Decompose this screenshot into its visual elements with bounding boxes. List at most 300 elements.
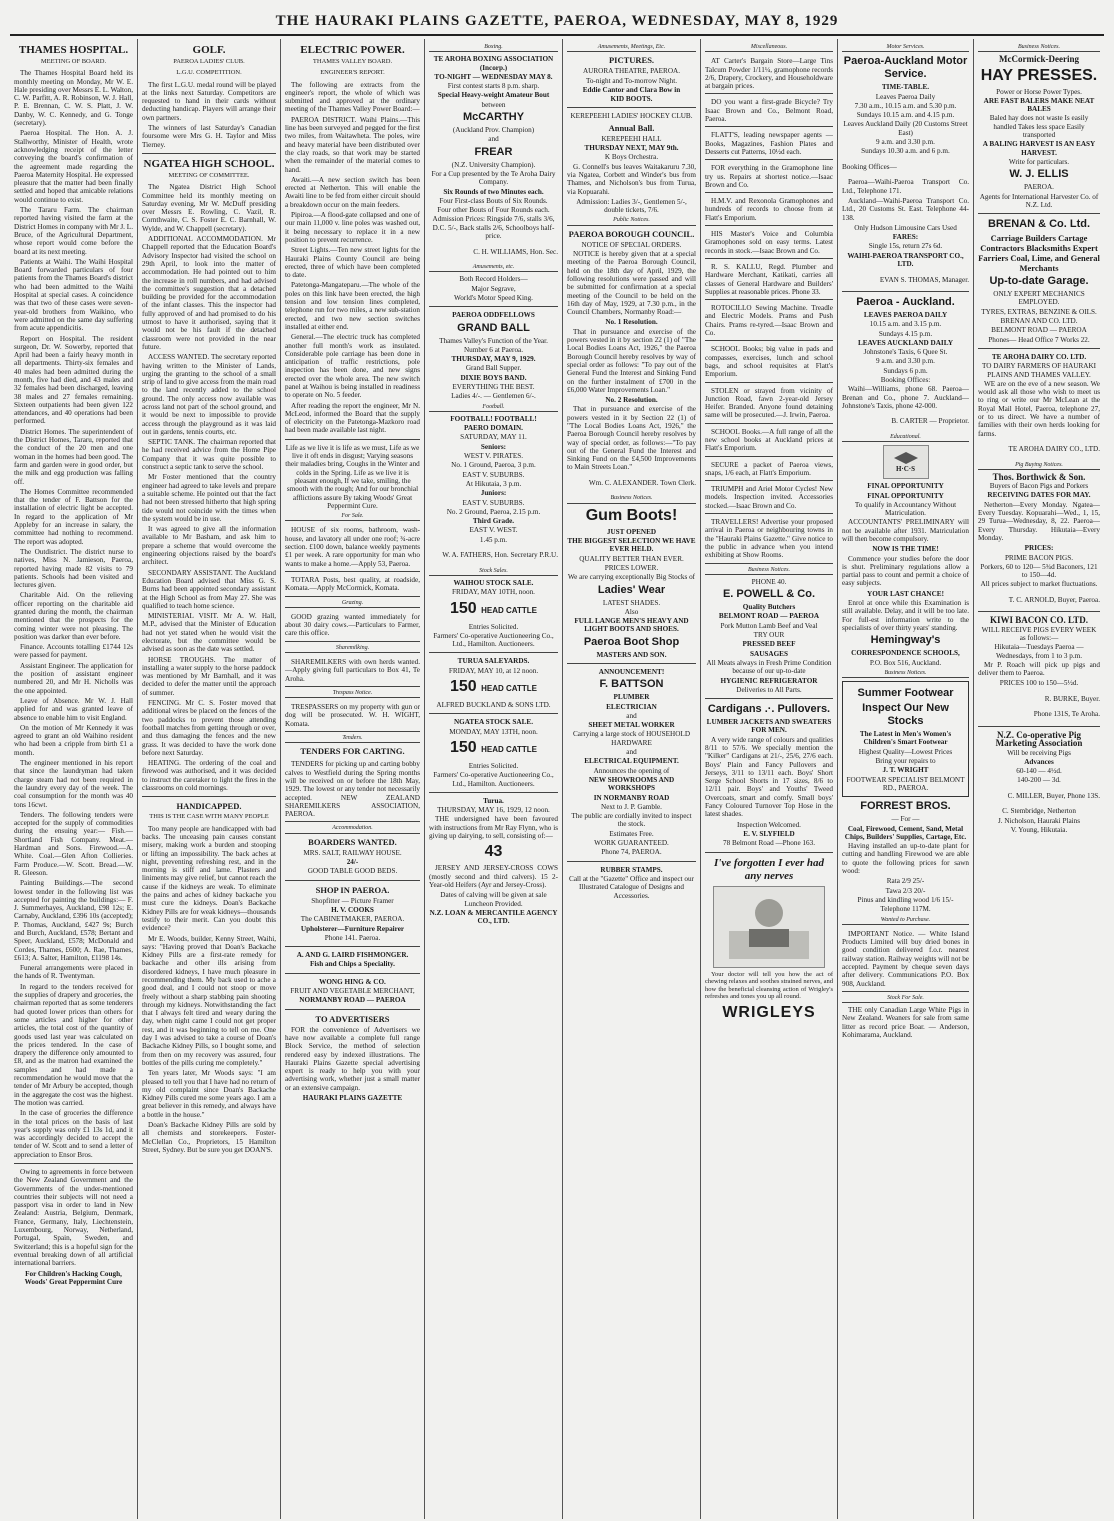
ball-supper: Grand Ball Supper. (465, 364, 522, 373)
boxing-cup: For a Cup presented by the Te Aroha Dairy Company. (431, 169, 556, 187)
classified-ad-trespass: TRESPASSERS on my property with gun or dog will be prosecuted. W. H. WIGHT, Komata. (285, 701, 420, 732)
masthead: THE HAURAKI PLAINS GAZETTE, PAEROA, WEDNESDAY, MAY 8, 1929 (10, 8, 1104, 36)
agent: C. Stembridge, Netherton (1002, 807, 1076, 816)
everything-best: EVERYTHING THE BEST. (452, 382, 535, 391)
columns (10, 39, 1104, 1519)
advance-rate: 60-140 — 4½d. (1016, 767, 1062, 776)
boxer-frear: FREAR (474, 145, 513, 158)
ball-date: THURSDAY NEXT, MAY 9th. (584, 144, 679, 153)
battson-name: F. BATTSON (599, 678, 664, 691)
baled-hay: Baled hay does not waste Is easily handled Takes less space Easily transported (989, 114, 1089, 140)
divider (142, 796, 276, 797)
pinus-price: Pinus and kindling wood 1/6 15/- (857, 895, 954, 904)
electric-power-subtitle: THAMES VALLEY BOARD. (312, 58, 393, 65)
juniors-label: Juniors: (480, 489, 507, 498)
subject-fluctuation: All prices subject to market fluctuations. (980, 580, 1098, 589)
boxing-secretary: C. H. WILLIAMS, Hon. Sec. (473, 247, 558, 256)
column-5 (563, 39, 701, 1519)
fish-and-chips: Fish and Chips a Speciality. (310, 960, 395, 969)
masters-and-son: MASTERS AND SON. (596, 650, 667, 659)
football-date: SATURDAY, MAY 11. (460, 433, 527, 442)
number-six: Number 6 at Paeroa. (463, 345, 524, 354)
electrician: ELECTRICIAN (606, 702, 657, 711)
article-paragraph: Too many people are handicapped with bad backs. The unceasing pain causes constant misery, making work a burden and stooping or lifting an impossibility. The back aches at night, preventing refreshing rest, and in the morning is stiff and lame. Plasters and liniments may give relief, but cannot reach the cause if the kidneys are weak. To eliminate the pains and aches of kidney backache you must cure the kidneys. Doan's Backache Kidney Pills are for weak kidneys—thousands testify to their merit. Can you doubt this evidence? (142, 824, 276, 933)
auckland-daily-sunday: Sundays 6 p.m. (883, 366, 928, 375)
arnold-buyer: T. C. ARNOLD, Buyer, Paeroa. (1008, 595, 1100, 604)
article-paragraph: SECONDARY ASSISTANT. The Auckland Education Board advised that Miss G. S. Burns had been appointed secondary assistant at the High School as from May 27. She was qualified to teach home science. (142, 568, 276, 610)
tenders-title: TENDERS FOR CARTING. (300, 746, 405, 757)
article-paragraph: PAEROA DISTRICT. Waihi Plains.—This line has been surveyed and pegged for the first two miles, from Waitawheta. The poles, wire and heavy material have been distributed over the clay roads, so that work may be started when the remainder of the material comes to hand. (285, 115, 420, 174)
mccormick-deering: McCormick-Deering (999, 54, 1079, 65)
hudson-cars: Only Hudson Limousine Cars Used (854, 223, 957, 232)
fixture: WEST V. PIRATES. (463, 452, 524, 461)
article-paragraph: The Ngatea District High School Committee held its monthly meeting on Saturday evening, Mr W. McDuff presiding over Messrs E. Rowling, C. Vazil, R. Cornthwaite, C. S. Foster E. C. Barnhall, W. Wylde, and W. Chappell (secretary). (142, 183, 276, 233)
boxing-four-more: Four other Bouts of Four Rounds each. (437, 206, 550, 215)
divider (978, 348, 1100, 349)
section-label-tenders: Tenders. (285, 734, 420, 743)
calving-dates: Dates of calving will be given at sale Luncheon Provided. (440, 891, 547, 908)
article-paragraph: General.—The electric truck has completed another full month's work as insulated. Considerable pole carriage has been done in anticipation of traffic restrictions, pole inspection has been done, and new signs erected over the whole area. The new switch panel at Waihou is being installed in readiness to operate on No. 5 feeder. (285, 333, 420, 400)
column-6 (701, 39, 838, 1519)
cooks-name: H. V. COOKS (331, 905, 374, 914)
wong-hing: WONG HING & CO. (319, 977, 386, 986)
final-opportunity: FINAL OPPORTUNITY (867, 491, 944, 500)
article-paragraph: After reading the report the engineer, Mr N. McLeod, informed the Board that the supply of electricity on the Patetonga-Mazkoro road had been made available last night. (285, 401, 420, 435)
tawa-price: Tawa 2/3 20/- (885, 886, 926, 895)
rata-price: Rata 2/9 25/- (886, 877, 925, 886)
hikutaia-days: Hikutaia—Tuesdays Paeroa — Wednesdays, from 1 to 3 p.m. (994, 643, 1084, 660)
brenan-phones: Phones— Head Office 7 Works 22. (988, 335, 1090, 344)
cattle-count-number: 150 (449, 738, 477, 756)
leaves-auckland: Leaves Auckland Daily (20 Customs Street East) (843, 120, 968, 137)
classified-ad: FLATT'S, leading newspaper agents — Books, Magazines, Fashion Plates and Desserts cut Patterns, 10½d each. (705, 129, 833, 160)
article-paragraph: MINISTERIAL VISIT. Mr A. W. Hall, M.P., advised that the Minister of Education had not yet stated when he would visit the electorate, but the committee would be advised as soon as the date was settled. (142, 612, 276, 654)
cattle-count-label: HEAD CATTLE (481, 605, 537, 615)
classified-ad: DO you want a first-grade Bicycle? Try Isaac Brown and Co., Belmont Road, Paeroa. (705, 96, 833, 127)
section-label-football: Football. (429, 403, 558, 412)
auctioneers: ALFRED BUCKLAND & SONS LTD. (436, 701, 551, 710)
section-label-amusements: Amusements, Meetings, Etc. (567, 43, 696, 52)
section-label-sharemilking: Sharemilking. (285, 644, 420, 653)
turua-saleyards: TURUA SALEYARDS. (457, 657, 530, 666)
thames-hospital-body (14, 69, 133, 1286)
cattle-count (429, 678, 558, 698)
commence-studies: Commence your studies before the door is shut. Preliminary regulations allow a partial pass to count and permit a choice of easy subjects. (842, 554, 969, 588)
section-label-for-sale: For Sale. (285, 512, 420, 521)
article-paragraph: The Homes Committee recommended that the tender of F. Battson for the installation of electric light be accepted. In regard to the application of Mr Appleby for an increase in salary, the committee had nothing to recommend. The report was adopted. (14, 487, 133, 546)
rubber-stamps: RUBBER STAMPS. (600, 865, 663, 874)
ball-date: THURSDAY, MAY 9, 1929. (451, 355, 536, 364)
summer-footwear-ad (842, 681, 969, 797)
meat-list: Pork Mutton Lamb Beef and Veal (720, 621, 818, 630)
function-of-year: Thames Valley's Function of the Year. (439, 336, 548, 345)
receiving-pigs: Will be receiving Pigs (1007, 748, 1071, 757)
boxing-prices: Admission Prices: Ringside 7/6, stalls 3/6, D.C. 5/-, Back stalls 2/6, Schoolboys half-price. (432, 215, 555, 241)
wright-name: J. T. WRIGHT (882, 766, 929, 775)
now-is-time: NOW IS THE TIME! (872, 545, 939, 554)
electric-power-title: ELECTRIC POWER. (300, 44, 405, 56)
cattle-count (429, 739, 558, 759)
boarders-heading: BOARDERS WANTED. (308, 836, 397, 847)
k-boys: K Boys Orchestra. (604, 153, 659, 162)
good-table: GOOD TABLE GOOD BEDS. (307, 867, 398, 876)
bring-repairs: Bring your repairs to (875, 757, 936, 766)
classified-ad: R. S. KALLU, Regd. Plumber and Hardware Merchant, Katikati, carries all classes of General Hardware and Builders' Supplies at reasonable prices. Phone 33. (705, 261, 833, 300)
borough-council: PAEROA BOROUGH COUNCIL. (568, 228, 695, 239)
receiving-dates: RECEIVING DATES FOR MAY. (987, 491, 1091, 500)
gazette-footer: HAURAKI PLAINS GAZETTE (302, 1093, 403, 1102)
correspondence-schools: CORRESPONDENCE SCHOOLS, (851, 649, 960, 658)
entries-solicited: Entries Solicited. (468, 761, 519, 770)
just-opened: JUST OPENED (606, 527, 657, 536)
article-paragraph: Ten years later, Mr Woods says: "I am pleased to tell you that I have had no return of my old complaint since Doan's Backache Kidney Pills cured me some years ago. I am a great believer in this remedy, and always have a bottle in the house." (142, 1069, 276, 1119)
agent: J. Nicholson, Hauraki Plains (997, 816, 1081, 825)
article-paragraph: FENCING. Mr C. S. Foster moved that additional wires be placed on the fences of the two paddocks to prevent those attending football matches from getting through or over, and thus damaging the fences and the new grass. It was decided to have the work done before next Saturday. (142, 699, 276, 757)
fares-prices: Single 15s, return 27s 6d. (868, 242, 943, 251)
classified-ad: TRIUMPH and Ariel Motor Cycles! New models. Inspection invited. Accessories stocked.—Isaac Brown and Co. (705, 483, 833, 514)
normanby-road: NORMANBY ROAD — PAEROA (299, 996, 406, 1005)
fixture: EAST V. WEST. (469, 526, 518, 535)
booking-list: Waihi—Williams, phone 68. Paeroa—Brenan and Co., phone 7. Auckland—Johnstone's Taxis, phone 42-000. (842, 385, 969, 410)
divider (285, 439, 420, 440)
article-paragraph: On the motion of Mr Kennedy it was agreed to grant an old Waihino resident who had been a cripple from birth £1 a month. (14, 723, 133, 757)
fast-balers: ARE FAST BALERS MAKE NEAT BALES (983, 96, 1095, 114)
kiwi-prices: PRICES 100 to 150—5½d. (999, 679, 1079, 688)
flynn-instructions: THE undersigned have been favoured with instructions from Mr Ray Flynn, who is giving up dairying, to sell, consisting of:— (429, 815, 558, 841)
next-to-gamble: Next to J. P. Gamble. (601, 802, 662, 811)
tenders-body: TENDERS for picking up and carting bobby calves to Westfield during the Spring months will be received on or before the 18th May, 1929. The lowest or any tender not necessarily accepted. NEW ZEALAND SHAREMILKERS ASSOCIATION, PAEROA. (285, 758, 420, 822)
auckland-sunday: Sundays 10.30 a.m. and 6 p.m. (861, 147, 950, 156)
advertisers-title: TO ADVERTISERS (315, 1013, 390, 1024)
inspect-stocks: Inspect Our New Stocks (862, 702, 949, 728)
slyfield-address: 78 Belmont Road —Phone 163. (722, 839, 816, 848)
resolution-heading: No. 1 Resolution. (605, 318, 658, 327)
section-label-public-notices: Public Notices. (567, 216, 696, 225)
last-chance: YOUR LAST CHANCE! (867, 589, 944, 598)
to-dairy-farmers: TO DAIRY FARMERS OF HAURAKI PLAINS AND THAMES VALLEY. (981, 362, 1097, 379)
also: Also (624, 607, 639, 616)
cattle-count-label: HEAD CATTLE (481, 744, 537, 754)
pictures-stars: Eddie Cantor and Clara Bow in (582, 85, 681, 94)
divider (285, 880, 420, 881)
divider (567, 663, 696, 664)
hemingway-box: P.O. Box 516, Auckland. (869, 658, 942, 667)
advance-rate: 140-200 — 3d. (1017, 776, 1061, 785)
household-hardware: Carrying a large stock of HOUSEHOLD HARDWARE (572, 730, 691, 747)
dairy-body: WE are on the eve of a new season. We would ask all those who wish to meet us to ring or write our Mr McLean at the Royal Mail Hotel, Paeroa, telephone 27, or to us direct. We have a number of families with their own herds looking for farms. (978, 379, 1100, 438)
bacon-buyers: Buyers of Bacon Pigs and Porkers (989, 482, 1089, 491)
article-paragraph: The winners of last Saturday's Canadian foursome were Mrs G. H. Taylor and Miss Tierney. (142, 124, 276, 149)
article-paragraph: The Thames Hospital Board held its monthly meeting on Monday, Mr W. E. Hale presiding over Messrs E. L. Walton, C. W. Parfitt, A. R. Robinson, W. J. Hall, P. E. Brennan, C. W. S. Platt, J. W. Danby, W. C. Kennedy, and G. Tonge (secretary). (14, 69, 133, 128)
column-3 (281, 39, 425, 1519)
estimates-free: Estimates Free. (609, 829, 654, 838)
transport-manager: EVAN S. THOMAS, Manager. (879, 275, 969, 284)
article-paragraph: Awaiti.—A new section switch has been erected at Netherton. This will enable the Awaiti line to be fed from either circuit should a breakdown occur on the main feeders. (285, 175, 420, 209)
classified-ad: FOR everything in the Gramophone line try us. Repairs at shortest notice.—Isaac Brown and Co. (705, 162, 833, 193)
ball-admission: Admission: Ladies 3/-, Gentlemen 5/-, double tickets, 7/6. (576, 197, 687, 215)
tyres: TYRES, EXTRAS, BENZINE & OILS. (981, 307, 1097, 316)
harvester-agents: Agents for International Harvester Co. of N.Z. Ltd. (979, 192, 1099, 209)
divider (429, 713, 558, 714)
wrigleys-headline: I've forgotten I ever had any nerves (714, 856, 824, 882)
boxing-and: and (488, 135, 499, 144)
lumber-jackets: LUMBER JACKETS AND SWEATERS FOR MEN. (706, 718, 832, 735)
article-paragraph: In the case of groceries the difference in the total prices on the basis of last year's supply was only £1 13s 1d, and it was accordingly decided to accept the tender of W. Scott and to send a letter of appreciation to Ensor Bros. (14, 1109, 133, 1159)
quality-better: QUALITY BETTER THAN EVER. (579, 554, 684, 563)
and-label: and (626, 748, 637, 757)
aurora-theatre: AURORA THEATRE, PAEROA. (582, 67, 681, 76)
article-paragraph: Finance. Accounts totalling £1744 12s were passed for payment. (14, 643, 133, 660)
advertisers-body: FOR the convenience of Advertisers we have now available a complete full range Block Service, the method of selection rendered easy by indexed illustrations. The Hauraki Plains Gazette special advertising expert is ready to help you with your advertising work, whether just a small matter or an extensive campaign. (285, 1025, 420, 1092)
brenan-name: BRENAN & Co. Ltd. (987, 218, 1091, 231)
boxer-frear-note: (N.Z. University Champion). (451, 160, 536, 169)
shopfitter: Shopfitter — Picture Framer (311, 896, 394, 905)
handicapped-subtitle: THIS IS THE CASE WITH MANY PEOPLE (149, 813, 269, 821)
classified-ad: STOLEN or strayed from vicinity of Junction Road, fawn 2-year-old Jersey Heifer. Branded. Anyone found detaining same will be prosecuted.—J. Irwin, Paeroa. (705, 385, 833, 424)
forrest-services: Coal, Firewood, Cement, Sand, Metal Chips, Builders' Supplies, Cartage, Etc. (844, 824, 967, 841)
fixture: EAST V. SUBURBS. (462, 498, 525, 507)
fresh-meats: All Meats always in Fresh Prime Condition because of our up-to-date (706, 658, 832, 676)
leaves-auckland-daily: LEAVES AUCKLAND DAILY (857, 338, 954, 347)
work-guaranteed: WORK GUARANTEED. (594, 839, 669, 848)
cardigans-body: A very wide range of colours and qualities 8/11 to 57/6. We specially mention the "Kilker" Cardigans at 21/-, 25/6, 27/6 each. Boys' Plain and Fancy Pullovers and Jerseys, 3/11 to 13/11 each. Boys' Short Serge School Shorts in 17 sizes, 8/6 to 12/11 pair. Boys' and Youths' Tweed Overcoats, smart and comfy. Small boys' Fancy Coloured Turnover Top Hose in the latest shades. (705, 735, 833, 819)
public-invited: The public are cordially invited to inspect the stock. (571, 812, 692, 829)
article-paragraph: The Tararu Farm. The chairman reported having visited the farm at the District Homes in company with Mr J. L. Bruce, of the Agricultural Department, whose report would come before the board at its next meeting. (14, 206, 133, 256)
advances: Advances (1024, 757, 1054, 766)
classified-ad: HIS Master's Voice and Columbia Gramophones sold on easy terms. Latest records in stock.—Isaac Brown and Co. (705, 228, 833, 259)
boxing-association: TE AROHA BOXING ASSOCIATION (Incorp.) (433, 55, 554, 72)
fixture: EAST V. SUBURBS. (462, 470, 525, 479)
third-grade-label: Third Grade. (472, 517, 515, 526)
fixture-venue: At Hikutaia, 3 p.m. (465, 479, 522, 488)
football-secretary: W. A. FATHERS, Hon. Secretary P.R.U. (442, 551, 558, 560)
classified-ad: SECURE a packet of Paeroa views, snaps, 1/6 each, at Flatt's Emporium. (705, 459, 833, 482)
prices-lower: PRICES LOWER. (604, 563, 659, 572)
agent: V. Young, Hikutaia. (1010, 825, 1068, 834)
section-label-business: Business Notices. (842, 669, 969, 678)
section-label-trespass: Trespass Notice. (285, 689, 420, 698)
te-aroha-dairy: TE AROHA DAIRY CO. LTD. (991, 352, 1087, 361)
porkers: Porkers, 60 to 120— 5¾d Baconers, 121 to 150—4d. (980, 562, 1098, 580)
nz-cooperative: N.Z. Co-operative Pig Marketing Association (995, 729, 1083, 749)
inspection-welcomed: Inspection Welcomed. (737, 820, 801, 829)
ellis-name: W. J. ELLIS (1009, 168, 1069, 181)
classified-ad-house: HOUSE of six rooms, bathroom, wash-house, and lavatory all under one roof; ¾-acre section. £100 down, balance weekly payments £1 per week. A rare opportunity for man who wants to make a home.—Apply 53, Paeroa. (285, 524, 420, 571)
upholsterer: Upholsterer—Furniture Repairer (300, 924, 405, 933)
forrest-for: — For — (891, 815, 920, 824)
powell-address: BELMONT ROAD — PAEROA (718, 612, 820, 621)
record-holders: Both Record Holders— (459, 275, 528, 284)
cooks-phone: Phone 141. Paeroa. (324, 933, 381, 942)
section-label-amusements: Amusements, etc. (429, 263, 558, 272)
ball-prices: Ladies 4/-. — Gentlemen 6/-. (451, 392, 536, 401)
ellis-town: PAEROA. (1024, 183, 1054, 192)
enrol-now: Enrol at once while this Examination is still available. Delay, and it will be too late. For full-est information write to the specialists of over thirty years' standing. (842, 599, 969, 632)
article-paragraph: The first L.G.U. medal round will be played at the links next Saturday. Competitors are requested to hand in their cards without deducting handicap. Players will arrange their own partners. (142, 80, 276, 122)
divider (285, 1009, 420, 1010)
turua-date: FRIDAY, MAY 10, at 12 noon. (448, 666, 539, 675)
new-showrooms: NEW SHOWROOMS AND WORKSHOPS (588, 775, 675, 793)
cardigans-heading: Cardigans .·. Pullovers. (707, 703, 831, 716)
johnstones: Johnstone's Taxis, 6 Quee St. (863, 348, 948, 357)
sheet-metal: SHEET METAL WORKER (588, 721, 675, 730)
kerepeehi-hall: KEREPEEHI HALL (601, 134, 662, 143)
electrical-equipment: ELECTRICAL EQUIPMENT. (584, 757, 679, 766)
write-particulars: Write for particulars. (1008, 157, 1070, 166)
article-paragraph: Owing to agreements in force between the New Zealand Government and the Governments of the under-mentioned countries their subjects will not need a passport visa in order to land in New Zealand: Austria, Belgium, Denmark, France, Germany, Italy, Liechtenstein, Luxembourg, Norway, Netherland, Portugal, Spain, Sweden, and Switzerland; this is a hopeful sign for the eventual breaking down of all artificial international barriers. (14, 1168, 133, 1268)
article-paragraph: Doan's Backache Kidney Pills are sold by all chemists and storekeepers. Foster-McClellan Co., Proprietors, 15 Hamilton Street, Sydney. But be sure you get DOAN'S. (142, 1121, 276, 1154)
cattle-count (429, 600, 558, 620)
deliveries: Deliveries to All Parts. (736, 685, 802, 694)
article-paragraph: The following are extracts from the engineer's report, the whole of which was submitted and approved at the ordinary meeting of the Thames Valley Power Board:— (285, 80, 420, 114)
waihou-sale: WAIHOU STOCK SALE. (453, 579, 534, 587)
golf-title: GOLF. (192, 44, 226, 56)
paeroa-times: 7.30 a.m., 10.15 a.m. and 5.30 p.m. (854, 101, 957, 110)
forrest-telephone: Telephone 117M. (880, 905, 931, 914)
cattle-count-number: 150 (449, 599, 477, 617)
shop-title: SHOP IN PAEROA. (315, 884, 390, 895)
divider (567, 861, 696, 862)
kiwi-bacon: KIWI BACON CO. LTD. (990, 615, 1088, 626)
borthwick: Thos. Borthwick & Son. (992, 471, 1086, 482)
gum-boots: Gum Boots! (585, 506, 678, 524)
article-paragraph: Tenders. The following tenders were accepted for the supply of commodities during the ensuing year:— Fish.—Shortland Fish Company. Meat.—Hardman and Sons. Firewood.—A. White. Coal.—Glen Afton Collieries. Farm Produce.—W. Scott. Bread.—W. R. Gleeson. (14, 810, 133, 877)
fixture-venue: No. 2 Ground, Paeroa, 2.15 p.m. (446, 507, 541, 516)
section-label-boxing: Boxing. (429, 43, 558, 52)
auckland-times: 9 a.m. and 3.30 p.m. (876, 138, 935, 147)
golf-subtitle-2: L.G.U. COMPETITION. (176, 69, 242, 77)
divider (14, 1163, 133, 1164)
daily-times: 10.15 a.m. and 3.15 p.m. (869, 320, 942, 329)
column-7 (838, 39, 974, 1519)
resolution-body: That in pursuance and exercise of the powers vested in it by Section 22 (1) of "The Local Bodies Loans Act, 1926," the Paeroa Borough Council hereby resolves by way of special order, as follows:—"To pay out of the General Fund the Interest and Sinking Fund on the £4,500 Improvements to Main Streets Loan." (567, 405, 696, 472)
jersey-cows: JERSEY AND JERSEY-CROSS COWS (mostly second and third calvers). 15 2-Year-old Heifers (Ayr and Jersey-Cross). (429, 864, 558, 889)
prime-bacon: PRIME BACON PIGS. (1004, 553, 1074, 562)
article-paragraph: Assistant Engineer. The application for the position of assistant engineer numbered 20, and Mr H. Nicholls was the one appointed. (14, 661, 133, 695)
classified-ad-posts: TOTARA Posts, best quality, at roadside, Komata.—Apply McCormick, Komata. (285, 574, 420, 597)
hcs-letters: H·C·S (895, 465, 916, 474)
final-opportunity: FINAL OPPORTUNITY (867, 482, 944, 491)
turua-sale-date: THURSDAY, MAY 16, 1929, 12 noon. (437, 806, 550, 815)
annual-ball: Annual Ball. (608, 122, 655, 133)
laird-fishmonger: A. AND G. LAIRD FISHMONGER. (296, 951, 409, 960)
article-paragraph: Charitable Aid. On the relieving officer reporting on the charitable aid granted during the month, the chairman mentioned that the prospects for the coming winter were not pleasing. The position was darker than ever before. (14, 591, 133, 641)
slyfield-name: E. V. SLYFIELD (743, 829, 795, 838)
in-normanby: IN NORMANBY ROAD (593, 793, 670, 802)
receiving-list: Netherton—Every Monday. Ngatea—Every Tuesday. Kopuarahi—Wed., 1, 15, 29 Turua—Wednesday, 8, 22. Paeroa—Every Thursday. Hikutaia—Every Monday. (978, 500, 1100, 542)
golf-subtitle: PAEROA LADIES' CLUB. (173, 58, 245, 65)
classified-ad: SCHOOL Books; big value in pads and compasses, exercises, lunch and school bags, and school requisites at Flatt's Emporium. (705, 343, 833, 382)
cabinetmaker: The CABINETMAKER, PAEROA. (300, 915, 405, 924)
divider (429, 652, 558, 653)
boxing-start: First contest starts 8 p.m. sharp. (447, 82, 540, 91)
carter-proprietor: B. CARTER — Proprietor. (891, 417, 969, 426)
section-label-pig-buying: Pig Buying Notices. (978, 461, 1100, 470)
announcement: ANNOUNCEMENT! (598, 668, 665, 676)
boxing-tonight: TO-NIGHT — WEDNESDAY MAY 8. (434, 72, 553, 81)
hay-presses: HAY PRESSES. (980, 66, 1098, 84)
divider (429, 792, 558, 793)
ngatea-date: MONDAY, MAY 13TH, noon. (449, 727, 538, 736)
article-paragraph: Mr E. Woods, builder, Kenny Street, Waihi, says: "Having proved that Doan's Backache Kidney Pills are a first-rate remedy for backache and other ills arising from disordered kidneys, I have much pleasure in recommending them. My back used to ache a good deal, and I could not stoop or move freely without a sharp stabbing pain shooting through my kidneys. Notwithstanding the fact that I always felt tired and weary during the day, when night came I could not get proper rest, and it was beginning to tell on me. One day I was advised to take a course of Doan's Backache Kidney Pills, so I bought some, and from then on my recovery was assured, four bottles of the pills curing me completely." (142, 934, 276, 1067)
section-label-business: Business Notices. (978, 43, 1100, 52)
divider (285, 946, 420, 947)
carrying-stocks: We are carrying exceptionally Big Stocks of (567, 573, 696, 582)
refrigerator: HYGIENIC REFRIGERATOR (720, 676, 818, 685)
highest-quality: Highest Quality—Lowest Prices (858, 747, 953, 756)
boxer-mccarthy: McCARTHY (462, 111, 525, 124)
timetable: TIME-TABLE. (881, 83, 930, 92)
handicapped-title: HANDICAPPED. (176, 801, 242, 812)
boxer-mccarthy-note: (Auckland Prov. Champion) (452, 126, 535, 135)
section-label-wanted: Wanted to Purchase. (842, 916, 969, 925)
battson-phone: Phone 74, PAEROA. (601, 848, 662, 857)
oddfellows: PAEROA ODDFELLOWS (452, 311, 535, 320)
classified-ad-sharemilkers: SHAREMILKERS with own herds wanted.—Apply giving full particulars to Box 41, Te Aroha. (285, 656, 420, 687)
fixture-venue: 1.45 p.m. (479, 535, 508, 544)
forrest-bros: FORREST BROS. (860, 800, 951, 813)
thames-hospital-subtitle: MEETING OF BOARD. (40, 58, 107, 65)
pictures-tonight: To-night and To-morrow Night. (585, 76, 678, 85)
article-paragraph: Patients at Waihi. The Waihi Hospital Board forwarded particulars of four patients from the Thames Board's district who had been admitted to the Waihi Hospital at special cases. A coincidence was that two of these cases were seven-year-old brothers from Waikino, who were admitted on the same day suffering from acute appendicitis. (14, 257, 133, 333)
baling-harvest: A BALING HARVEST IS AN EASY HARVEST. (982, 140, 1096, 157)
special-orders: NOTICE OF SPECIAL ORDERS. (581, 240, 682, 249)
boxing-six-rounds: Six Rounds of two Minutes each. (443, 187, 544, 196)
booking-paeroa: Paeroa—Waihi-Paeroa Transport Co. Ltd., Telephone 171. (842, 178, 969, 195)
man-reading-icon (719, 891, 819, 963)
article-paragraph: Leave of Absence. Mr W. J. Hall applied for and was granted leave of absence to enable him to visit England. (14, 696, 133, 722)
football-heading: FOOTBALL! FOOTBALL! (450, 414, 537, 423)
resolution-body: That in pursuance and exercise of the powers vested in it by section 22 (1) of "The Local Bodies Loans Act, 1926," the Paeroa Borough Council hereby resolves by way of special order as follows: "To pay out of the General Fund the Interest and Sinking Fund on the further instalment of £700 in the £6,000 Water Improvements Loan." (567, 327, 696, 394)
waihou-date: FRIDAY, MAY 10TH, noon. (452, 588, 535, 597)
electric-power-subtitle-2: ENGINEER'S REPORT. (320, 69, 385, 77)
section-label-educational: Educational. (842, 433, 969, 442)
section-label-business: Business Notices. (567, 494, 696, 503)
wrigleys-logo: WRIGLEYS (722, 1003, 816, 1021)
salt-price: 24/- (346, 858, 359, 867)
article-paragraph: In regard to the tenders received for the supplies of drapery and groceries, the chairman reported that as some tenderers had quoted lower prices than others for some articles and higher for other articles, the total cost of the quantity of goods used last year was calculated on the prices tendered. In the case of drapery the difference only amounted to £8, and as the matron had examined the samples and had made a recommendation he would move that the tender of Mr Arbury be accepted, though in the aggregate the cost was the highest. The motion was carried. (14, 982, 133, 1107)
firewood-plant: Having installed an up-to-date plant for cutting and handling Firewood we are able to quote the following prices for sawn wood: (842, 842, 969, 876)
classified-ad: AT Carter's Bargain Store—Large Tins Talcum Powder 1/11¼, gramophone records 2/6, Drapery, Crockery, and Householdware at bargain prices. (705, 55, 833, 94)
seniors-label: Seniors: (480, 442, 507, 451)
brenan-ltd: BRENAN AND CO. LTD. (1000, 317, 1078, 326)
article-paragraph: HEATING. The ordering of the coal and firewood was authorised, and it was decided to instruct the caretaker to light the fires in the classrooms on cold mornings. (142, 759, 276, 793)
booking-offices: Booking Offices— (842, 162, 897, 171)
salt-address: MRS. SALT, RAILWAY HOUSE. (303, 848, 402, 857)
divider (705, 852, 833, 853)
divider (978, 213, 1100, 214)
powell-name: E. POWELL & Co. (722, 588, 816, 601)
article-paragraph: Pipiroa.—A flood-gate collapsed and one of our main 11,000 v. line poles was washed out, it being necessary to replace it in a new position to prevent recurrence. (285, 211, 420, 244)
burke-phone: Phone 131S, Te Aroha. (1033, 710, 1100, 719)
notice-body: NOTICE is hereby given that at a special meeting of the Paeroa Borough Council, held on the 18th day of April, 1929, the following resolutions were passed and will be submitted for confirmation at a special meeting of the Council to be held on the 16th day of May, 1929, at 7.30 p.m., in the Council Chambers, Normanby Road:— (567, 250, 696, 317)
article-paragraph: Street Lights.—Ten new street lights for the Hauraki Plains County Council are being erected, three of which have been completed to date. (285, 246, 420, 280)
cattle-count-number: 150 (449, 678, 477, 696)
entries-solicited: Entries Solicited. (468, 622, 519, 631)
fixture-venue: No. 1 Ground, Paeroa, 3 p.m. (451, 461, 536, 470)
boxing-special: Special Heavy-weight Amateur Bout (437, 91, 550, 100)
paeroa-sunday: Sundays 10.15 a.m. and 4.15 p.m. (856, 111, 955, 120)
ngatea-title: NGATEA HIGH SCHOOL. (143, 157, 275, 170)
divider (842, 291, 969, 292)
divider (978, 611, 1100, 612)
classified-ad-grazing: GOOD grazing wanted immediately for about 30 dairy cows.—Particulars to Farmer, care this office. (285, 611, 420, 642)
dixie-band: DIXIE BOYS BAND. (460, 373, 527, 382)
hemingways: Hemingway's (870, 634, 941, 647)
article-paragraph: Painting Buildings.—The second lowest tender in the following list was accepted for painting the buildings:— F. J. Summerhayes, Auckland, £98 12s; E. Carnaby, Auckland, £396 10s (accepted); P. Thomas, Auckland, £427 9s; Burch and Burch, Auckland, £578; Bertant and Speer, Auckland, £578; McDonald and Cordes, Thames, £600; A. Rae, Thames, £613; A. Salter, Hamilton, £1198 14s. (14, 879, 133, 962)
section-label-grazing: Grazing. (285, 599, 420, 608)
town-clerk: Wm. C. ALEXANDER. Town Clerk. (588, 478, 696, 487)
